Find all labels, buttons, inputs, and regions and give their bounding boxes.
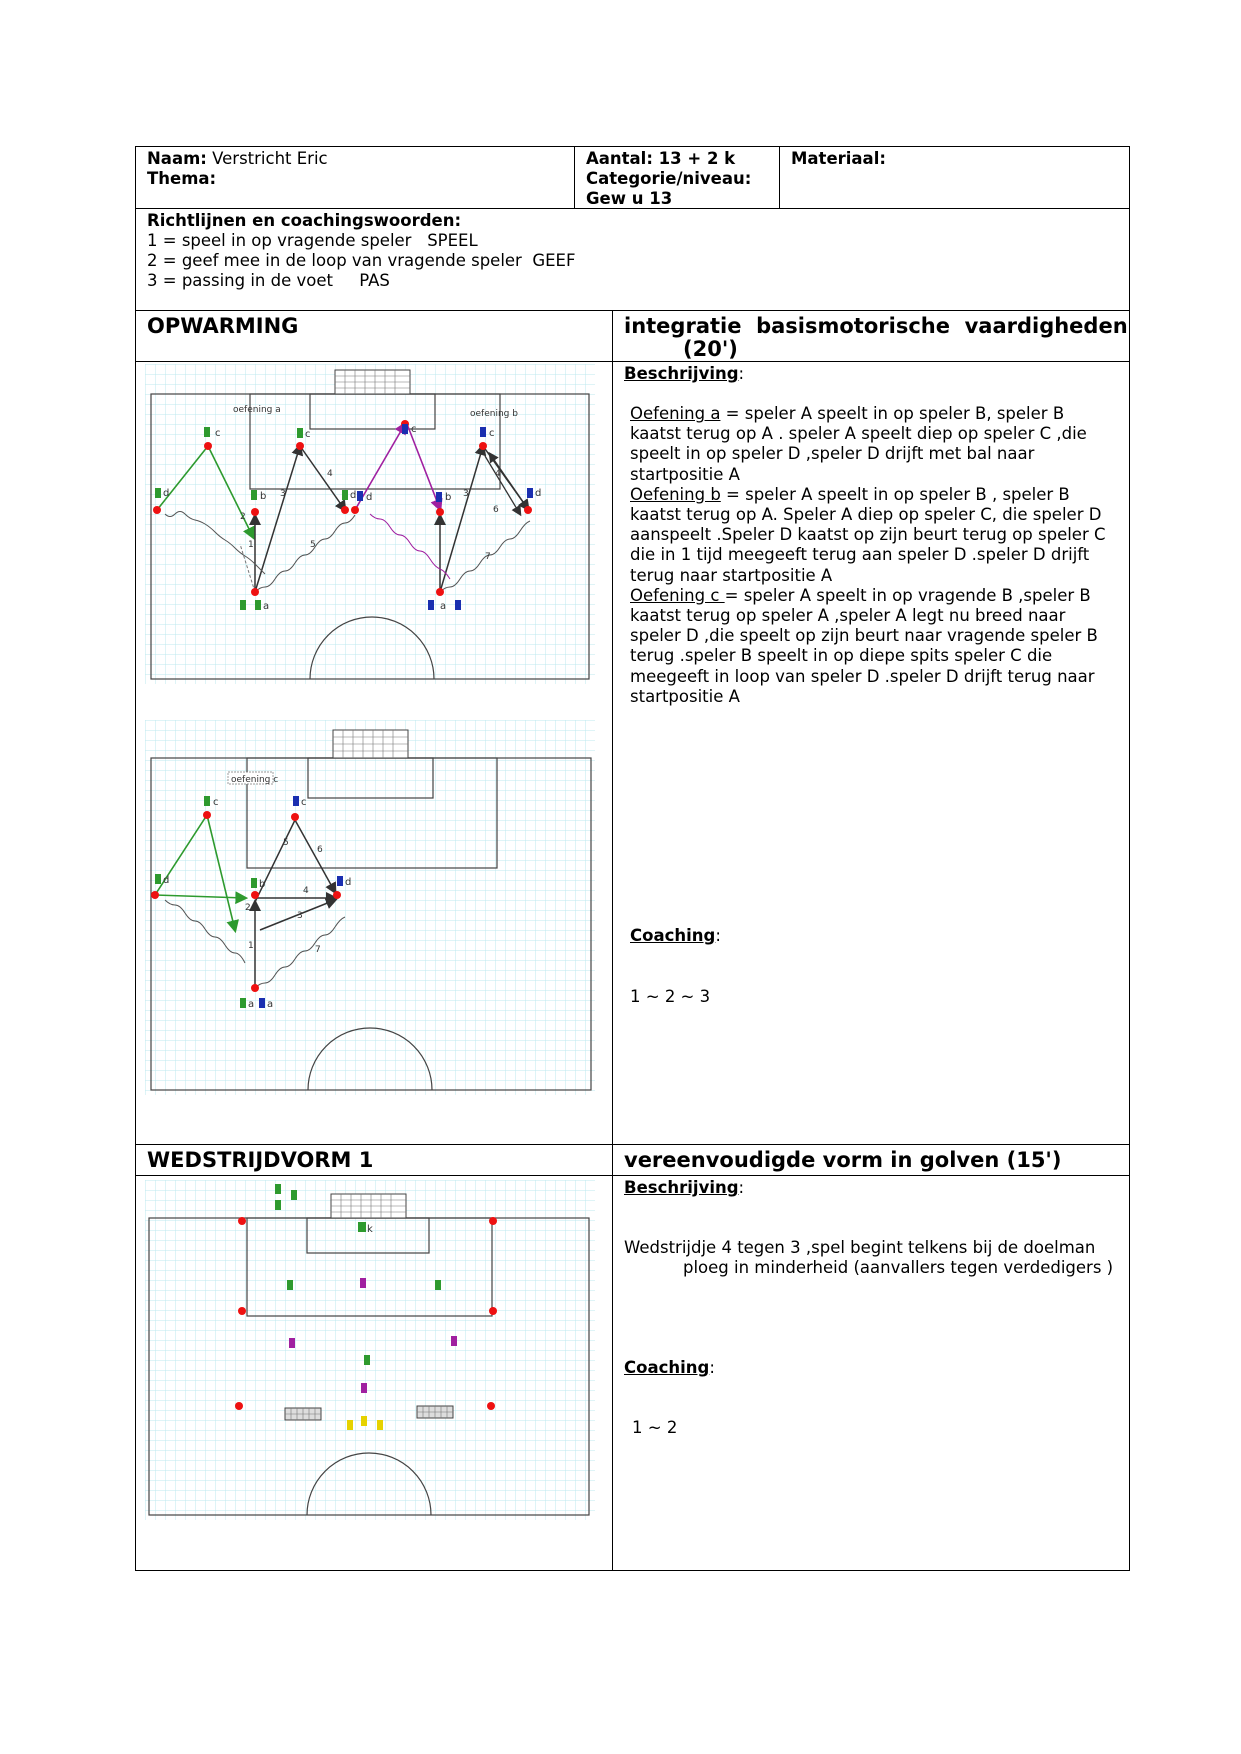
svg-text:3: 3 bbox=[297, 911, 303, 921]
svg-text:7: 7 bbox=[485, 552, 491, 562]
richtlijnen-title: Richtlijnen en coachingswoorden: bbox=[147, 211, 462, 230]
aantal-label: Aantal: 13 + 2 k bbox=[586, 149, 736, 168]
svg-text:5: 5 bbox=[283, 838, 289, 848]
svg-text:b: b bbox=[259, 879, 266, 890]
oefening-a-paragraph bbox=[630, 404, 1120, 485]
oefening-b-paragraph bbox=[630, 485, 1120, 586]
svg-text:3: 3 bbox=[463, 489, 469, 499]
svg-text:a: a bbox=[267, 999, 274, 1010]
naam-label: Naam: bbox=[147, 149, 207, 168]
svg-text:a: a bbox=[248, 999, 255, 1010]
opwarming-description bbox=[630, 404, 1120, 707]
beschrijving-label: Beschrijving bbox=[624, 364, 739, 383]
svg-text:a: a bbox=[263, 601, 270, 612]
colon: : bbox=[738, 1178, 745, 1197]
oefening-b-label: Oefening b bbox=[630, 484, 721, 504]
opwarming-coaching bbox=[630, 926, 721, 946]
svg-text:b: b bbox=[445, 492, 452, 503]
svg-text:2: 2 bbox=[240, 512, 246, 522]
svg-text:5: 5 bbox=[310, 540, 316, 550]
richtlijn-line-1: 1 = speel in op vragende speler SPEEL bbox=[147, 231, 478, 250]
naam-value: Verstricht Eric bbox=[212, 149, 328, 168]
richtlijn-line-3: 3 = passing in de voet PAS bbox=[147, 271, 390, 290]
opwarming-beschrijving bbox=[624, 364, 744, 384]
svg-text:1: 1 bbox=[248, 941, 254, 951]
svg-text:c: c bbox=[301, 797, 307, 808]
wedstrijd-title: WEDSTRIJDVORM 1 bbox=[147, 1148, 374, 1172]
svg-text:d: d bbox=[535, 488, 542, 499]
richtlijn-line-2: 2 = geef mee in de loop van vragende speler GEEF bbox=[147, 251, 576, 270]
opwarming-title: OPWARMING bbox=[147, 314, 299, 338]
coaching-label: Coaching bbox=[624, 1358, 710, 1377]
oefening-c-text: = speler A speelt in op vragende B ,speler B kaatst terug op speler A ,speler A legt nu breed naar speler D ,die speelt op zijn beurt naar vragende speler B terug .speler B speelt in op diepe spits speler C die meegeeft in loop van speler D .speler D drijft terug naar startpositie A bbox=[630, 585, 1098, 706]
svg-text:2: 2 bbox=[245, 903, 251, 913]
svg-text:6: 6 bbox=[317, 845, 323, 855]
label-oefening-c: oefening c bbox=[231, 775, 279, 785]
colon: : bbox=[709, 1358, 715, 1377]
svg-text:4: 4 bbox=[327, 469, 333, 479]
materiaal-label: Materiaal: bbox=[791, 149, 886, 168]
diagram-oefening-c bbox=[145, 720, 595, 1095]
opwarming-subtitle-text: integratie basismotorische vaardigheden bbox=[624, 314, 1128, 338]
colon: : bbox=[738, 364, 745, 383]
colon: : bbox=[715, 926, 721, 945]
label-oefening-b: oefening b bbox=[470, 409, 518, 419]
svg-text:4: 4 bbox=[495, 469, 501, 479]
naam-line bbox=[147, 149, 328, 169]
svg-text:a: a bbox=[440, 601, 447, 612]
oefening-a-label: Oefening a bbox=[630, 404, 721, 423]
categorie-label: Categorie/niveau: bbox=[586, 169, 752, 188]
wedstrijd-text-line1: Wedstrijdje 4 tegen 3 ,spel begint telkens bij de doelman bbox=[624, 1238, 1096, 1257]
svg-text:c: c bbox=[215, 428, 221, 439]
svg-text:b: b bbox=[260, 491, 267, 502]
oefening-c-label: Oefening c bbox=[630, 585, 725, 605]
svg-text:7: 7 bbox=[315, 945, 321, 955]
coaching-label: Coaching bbox=[630, 926, 716, 945]
svg-text:4: 4 bbox=[303, 886, 309, 896]
opwarming-subtitle-line2: (20') bbox=[683, 337, 738, 361]
grid-background bbox=[145, 720, 595, 1095]
svg-text:3: 3 bbox=[280, 489, 286, 499]
svg-text:d: d bbox=[350, 490, 357, 501]
svg-text:d: d bbox=[163, 875, 170, 886]
svg-text:c: c bbox=[305, 429, 311, 440]
wedstrijd-coaching bbox=[624, 1358, 715, 1378]
svg-text:d: d bbox=[345, 877, 352, 888]
wedstrijd-coaching-value: 1 ~ 2 bbox=[632, 1418, 678, 1437]
svg-text:c: c bbox=[411, 424, 417, 435]
thema-label: Thema: bbox=[147, 169, 217, 188]
oefening-c-paragraph bbox=[630, 586, 1120, 707]
svg-text:c: c bbox=[489, 428, 495, 439]
svg-text:c: c bbox=[213, 797, 219, 808]
svg-text:1: 1 bbox=[248, 540, 254, 550]
diagram-wedstrijdvorm bbox=[145, 1180, 595, 1520]
svg-text:d: d bbox=[366, 492, 373, 503]
svg-text:d: d bbox=[163, 488, 170, 499]
keeper-label: k bbox=[367, 1224, 373, 1235]
categorie-value: Gew u 13 bbox=[586, 189, 673, 208]
label-oefening-a: oefening a bbox=[233, 405, 281, 415]
grid-background bbox=[145, 364, 595, 684]
beschrijving-label: Beschrijving bbox=[624, 1178, 739, 1197]
wedstrijd-subtitle: vereenvoudigde vorm in golven (15') bbox=[624, 1148, 1062, 1172]
diagram-oefening-a-b bbox=[145, 364, 595, 684]
svg-text:6: 6 bbox=[493, 505, 499, 515]
oefening-a-text: = speler A speelt in op speler B, speler B kaatst terug op A . speler A speelt diep op speler C ,die speelt in op speler D ,speler D drijft met bal naar startpositie A bbox=[630, 404, 1087, 484]
opwarming-coaching-value: 1 ~ 2 ~ 3 bbox=[630, 987, 711, 1006]
oefening-b-text: = speler A speelt in op speler B , speler B kaatst terug op A. Speler A diep op speler C, die speler D aanspeelt .Speler D kaatst op zijn beurt terug op speler C die in 1 tijd meegeeft terug aan speler D .speler D drijft terug naar startpositie A bbox=[630, 484, 1106, 585]
wedstrijd-beschrijving bbox=[624, 1178, 744, 1198]
wedstrijd-text-line2: ploeg in minderheid (aanvallers tegen verdedigers ) bbox=[683, 1258, 1114, 1277]
